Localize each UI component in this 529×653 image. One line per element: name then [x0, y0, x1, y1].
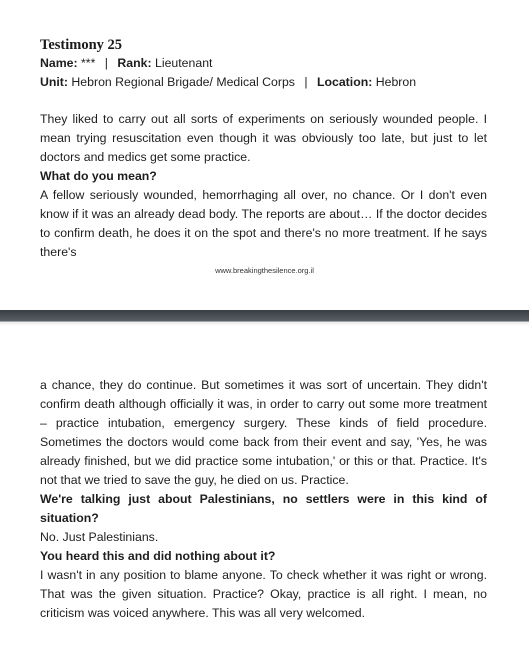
rank-value: Lieutenant — [155, 56, 213, 70]
question-heading: We're talking just about Palestinians, no settlers were in this kind of situation? — [40, 492, 487, 525]
unit-label: Unit: — [40, 75, 68, 89]
location-label: Location: — [316, 75, 373, 89]
separator: | — [304, 75, 308, 89]
question-heading: You heard this and did nothing about it? — [40, 549, 276, 563]
unit-value: Hebron Regional Brigade/ Medical Corps — [71, 75, 295, 89]
answer-paragraph: A fellow seriously wounded, hemorrhaging all over, no chance. Or I don't even know if it was an already dead body. The reports are about… If the doctor decides to confirm death, he does it on the spot and there's no more treatment. If he says there's — [40, 188, 487, 259]
unit-location-line — [40, 73, 416, 91]
page-top-body — [40, 110, 487, 262]
question-heading: What do you mean? — [40, 169, 157, 183]
page-top — [0, 0, 529, 310]
page-bottom-body — [40, 376, 487, 623]
page-divider — [0, 310, 529, 326]
name-value: *** — [81, 56, 96, 70]
page-bottom — [0, 326, 529, 653]
footer-url: www.breakingthesilence.org.il — [215, 266, 314, 275]
answer-paragraph: a chance, they do continue. But sometimes it was sort of uncertain. They didn't confirm death although officially it was, in order to carry out some more treatment – practice intubation, emergency surgery. These kinds of field procedure. Sometimes the doctors would come back from their event and say, 'Yes, he was already finished, but we did practice some intubation,' or this or that. Practice. It's not that we tried to save the guy, he died on us. Practice. — [40, 378, 487, 487]
separator: | — [104, 56, 108, 70]
answer-paragraph: They liked to carry out all sorts of experiments on seriously wounded people. I mean trying resuscitation even though it was obviously too late, but just to let doctors and medics get some practice. — [40, 112, 487, 164]
testimony-title: Testimony 25 — [40, 37, 123, 53]
answer-paragraph: I wasn't in any position to blame anyone. To check whether it was right or wrong. That was the given situation. Practice? Okay, practice is all right. I mean, no criticism was voiced anywhere. This was all very welcomed. — [40, 568, 487, 620]
name-label: Name: — [40, 56, 78, 70]
location-value: Hebron — [375, 75, 417, 89]
rank-label: Rank: — [117, 56, 152, 70]
name-rank-line — [40, 54, 212, 72]
answer-paragraph: No. Just Palestinians. — [40, 530, 159, 544]
